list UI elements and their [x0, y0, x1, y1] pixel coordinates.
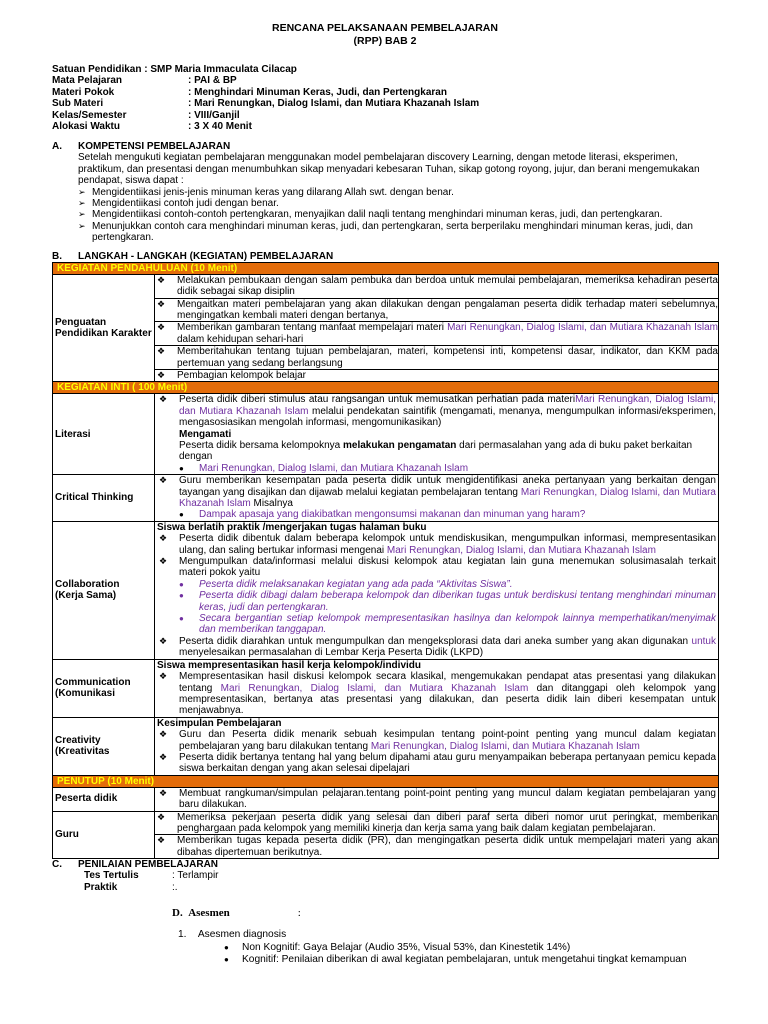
- list-item: ❖ Memberikan gambaran tentang manfaat mempelajari materi Mari Renungkan, Dialog Islami, dan Mutiara Khazanah Islam dalam kehidupan sehari-hari: [157, 322, 718, 345]
- list-item: ❖ Melakukan pembukaan dengan salam pembuka dan berdoa untuk memulai pembelajaran, memeriksa kehadiran peserta didik sebagai sikap disiplin: [157, 274, 718, 298]
- list-item: ❖ Peserta didik diarahkan untuk mengumpulkan dan mengeksplorasi data dari aneka sumber yang akan digunakan untuk menyelesaikan permasalahan di Lembar Kerja Peserta Didik (LKPD): [159, 635, 716, 659]
- activity-cell: [155, 717, 719, 775]
- activity-cell: [155, 274, 719, 382]
- list-item: ➢ Menunjukkan contoh cara menghindari minuman keras, judi, dan pertengkaran, serta berperilaku menghindari minuman keras, judi, dan pertengkaran.: [78, 220, 693, 244]
- activity-cell: [155, 475, 719, 522]
- table-row: [53, 274, 719, 382]
- row-label: Guru: [53, 811, 155, 859]
- meta-key: Materi Pokok: [52, 86, 115, 98]
- dot-bullet-icon: ●: [179, 510, 184, 520]
- meta-row: Sub Materi : Mari Renungkan, Dialog Islami, dan Mutiara Khazanah Islam: [52, 98, 480, 110]
- activity-cell: [155, 394, 719, 475]
- row-label: Collaboration (Kerja Sama): [53, 521, 155, 659]
- list-item: ❖ Peserta didik dibentuk dalam beberapa kelompok untuk mendiskusikan, mengumpulkan informasi, mempresentasikan ulang, dan saling bertukar informasi mengenai Mari Renungkan, Dialog Islami, dan Mutiara Khazanah Islam: [159, 533, 716, 556]
- table-row: [53, 394, 719, 475]
- subheading: Siswa berlatih praktik /mengerjakan tugas halaman buku: [157, 521, 427, 533]
- assessment-row: Praktik :.: [84, 881, 178, 893]
- diamond-bullet-icon: ❖: [157, 298, 166, 309]
- meta-key: Mata Pelajaran: [52, 75, 123, 87]
- meta-value: Mari Renungkan, Dialog Islami, dan Mutiara Khazanah Islam: [194, 98, 480, 110]
- list-item: ❖ Memeriksa pekerjaan peserta didik yang selesai dan diberi paraf serta diberi nomor urut peringkat, memberikan penghargaan pada kelompok yang memiliki kinerja dan kerja sama yang baik dalam kegiatan pembelajaran.: [157, 811, 718, 834]
- table-row: [53, 262, 719, 274]
- diamond-bullet-icon: ❖: [159, 394, 168, 405]
- row-label: Peserta didik: [53, 787, 155, 811]
- list-item: ❖ Guru dan Peserta didik menarik sebuah kesimpulan tentang point-point penting yang muncul dalam kegiatan pembelajaran yang baru dilakukan tentang Mari Renungkan, Dialog Islami, dan Mutiara Khazanah Islam: [159, 729, 716, 752]
- diamond-bullet-icon: ❖: [157, 811, 166, 822]
- meta-key: Kelas/Semester: [52, 109, 127, 121]
- dot-bullet-icon: ●: [224, 955, 229, 965]
- meta-value: VIII/Ganjil: [194, 109, 240, 121]
- list-item: ● Kognitif: Penilaian diberikan di awal kegiatan pembelajaran, untuk mengetahui tingkat kemampuan: [224, 954, 687, 966]
- band-pendahuluan: KEGIATAN PENDAHULUAN (10 Menit): [53, 262, 719, 274]
- row-label: Critical Thinking: [53, 475, 155, 522]
- asesmen-list: [52, 929, 718, 967]
- list-item: ❖ Pembagian kelompok belajar: [157, 369, 306, 381]
- table-row: [53, 717, 719, 775]
- diamond-bullet-icon: ❖: [159, 751, 168, 762]
- list-item: ❖ Membuat rangkuman/simpulan pelajaran.tentang point-point penting yang muncul dalam kegiatan pembelajaran yang baru dilakukan.: [159, 787, 716, 811]
- diamond-bullet-icon: ❖: [159, 556, 168, 567]
- list-item: ➢ Mengidentiikasi jenis-jenis minuman keras yang dilarang Allah swt. dengan benar.: [78, 186, 454, 198]
- meta-row: Alokasi Waktu : 3 X 40 Menit: [52, 121, 252, 133]
- meta-value: SMP Maria Immaculata Cilacap: [150, 64, 297, 75]
- table-row: [53, 811, 719, 859]
- diamond-bullet-icon: ❖: [157, 369, 166, 380]
- band-penutup: PENUTUP (10 Menit): [53, 775, 719, 787]
- subheading: Mengamati: [179, 428, 232, 440]
- meta-value: PAI & BP: [194, 75, 237, 87]
- row-label: Literasi: [53, 394, 155, 475]
- subheading: Kesimpulan Pembelajaran: [157, 717, 282, 729]
- document-title: RENCANA PELAKSANAAN PEMBELAJARAN: [272, 22, 498, 34]
- list-item: ● Dampak apasaja yang diakibatkan mengonsumsi makanan dan minuman yang haram?: [179, 509, 586, 521]
- section-d-heading: D. Asesmen :: [172, 907, 301, 919]
- paragraph: Peserta didik bersama kelompoknya melakukan pengamatan dari permasalahan yang ada di buku paket berkaitan dengan: [179, 439, 693, 463]
- list-item: ❖ Guru memberikan kesempatan pada peserta didik untuk mengidentifikasi aneka pertanyaan yang berkaitan dengan tayangan yang disajikan dan dijawab melalui kegiatan pembelajaran tentang Mari Renungkan, Dialog Islami, dan Mutiara Khazanah Islam Misalnya: [159, 475, 716, 509]
- list-item: ● Mari Renungkan, Dialog Islami, dan Mutiara Khazanah Islam: [179, 462, 469, 474]
- dot-bullet-icon: ●: [224, 942, 229, 952]
- row-label: Creativity (Kreativitas: [53, 717, 155, 775]
- table-row: [53, 475, 719, 522]
- table-row: [53, 521, 719, 659]
- list-item: ● Peserta didik melaksanakan kegiatan yang ada pada “Aktivitas Siswa”.: [179, 578, 513, 590]
- list-item: ❖ Mengumpulkan data/informasi melalui diskusi kelompok atau kegiatan lain guna menemukan solusimasalah terkait materi pokok yaitu: [159, 556, 716, 579]
- list-item: ❖ Peserta didik bertanya tentang hal yang belum dipahami atau guru menyampaikan beberapa pertanyaan pemicu kepada siswa berkaitan dengan yang akan selesai dipelajari: [159, 751, 716, 775]
- table-row: [53, 659, 719, 717]
- arrow-bullet-icon: ➢: [78, 198, 86, 209]
- arrow-bullet-icon: ➢: [78, 186, 86, 197]
- diamond-bullet-icon: ❖: [159, 671, 168, 682]
- activity-cell: [155, 521, 719, 659]
- assessment-row: Tes Tertulis : Terlampir: [84, 870, 219, 882]
- section-c-heading: C. PENILAIAN PEMBELAJARAN: [52, 859, 219, 871]
- meta-row: Materi Pokok : Menghindari Minuman Keras, Judi, dan Pertengkaran: [52, 86, 447, 98]
- meta-value: 3 X 40 Menit: [194, 121, 252, 133]
- meta-value: Menghindari Minuman Keras, Judi, dan Pertengkaran: [194, 86, 447, 98]
- dot-bullet-icon: ●: [179, 579, 184, 589]
- goal-list: [52, 187, 718, 244]
- list-item: ❖ Memberikan tugas kepada peserta didik (PR), dan mengingatkan peserta didik untuk mempelajari materi yang akan dibahas dipertemuan berikutnya.: [157, 835, 718, 858]
- list-item: ❖ Mengaitkan materi pembelajaran yang akan dilakukan dengan pengalaman peserta didik terhadap materi sebelumnya, mengingatkan kembali materi dengan bertanya,: [157, 298, 718, 321]
- activity-cell: [155, 811, 719, 859]
- meta-key: Alokasi Waktu: [52, 121, 120, 133]
- activity-table: [52, 262, 719, 860]
- diamond-bullet-icon: ❖: [157, 835, 166, 846]
- row-label: Penguatan Pendidikan Karakter: [53, 274, 155, 382]
- diamond-bullet-icon: ❖: [157, 274, 166, 285]
- table-row: [53, 787, 719, 811]
- arrow-bullet-icon: ➢: [78, 209, 86, 220]
- diamond-bullet-icon: ❖: [159, 533, 168, 544]
- dot-bullet-icon: ●: [179, 463, 184, 473]
- diamond-bullet-icon: ❖: [159, 787, 168, 798]
- list-item: ➢ Mengidentiikasi contoh judi dengan benar.: [78, 198, 279, 210]
- list-item: ❖ Mempresentasikan hasil diskusi kelompok secara klasikal, mengemukakan pendapat atas presentasi yang dilakukan tentang Mari Renungkan, Dialog Islami, dan Mutiara Khazanah Islam dan ditanggapi oleh kelompok yang mempresentasikan, bertanya atas presentasi yang dilakukan, dan peserta didik lain diberi kesempatan untuk menjawabnya.: [159, 671, 716, 717]
- subheading: Siswa mempresentasikan hasil kerja kelompok/individu: [157, 659, 421, 671]
- document-subtitle: (RPP) BAB 2: [353, 35, 417, 47]
- meta-key: Satuan Pendidikan: [52, 64, 142, 75]
- arrow-bullet-icon: ➢: [78, 220, 86, 231]
- row-label: Communication (Komunikasi: [53, 659, 155, 717]
- meta-key: Sub Materi: [52, 98, 104, 110]
- dot-bullet-icon: ●: [179, 614, 184, 624]
- dot-bullet-icon: ●: [179, 591, 184, 601]
- list-item: ● Secara bergantian setiap kelompok mempresentasikan hasilnya dan kelompok lainnya memperhatikan/menyimak dan memberikan tanggapan.: [179, 613, 716, 636]
- table-row: [53, 775, 719, 787]
- section-a-intro: Setelah mengukuti kegiatan pembelajaran menggunakan model pembelajaran discovery Learning, dengan metode literasi, eksperimen, praktikum, dan presentasi dengan menumbuhkan sikap menyadari kebesaran Tuhan, sikap gotong royong, jujur, dan berani mengemukakan pendapat, siswa dapat :: [78, 152, 700, 187]
- list-item: ● Non Kognitif: Gaya Belajar (Audio 35%, Visual 53%, dan Kinestetik 14%): [224, 941, 571, 953]
- diamond-bullet-icon: ❖: [159, 475, 168, 486]
- list-item: ❖ Memberitahukan tentang tujuan pembelajaran, materi, kompetensi inti, kompetensi dasar, indikator, dan KKM pada pertemuan yang sedang berlangsung: [157, 346, 718, 369]
- activity-cell: [155, 659, 719, 717]
- section-c: [52, 859, 718, 893]
- section-b-heading: B. LANGKAH - LANGKAH (KEGIATAN) PEMBELAJARAN: [52, 250, 334, 262]
- meta-row: Satuan Pendidikan : SMP Maria Immaculata Cilacap: [52, 64, 297, 75]
- table-row: [53, 382, 719, 394]
- list-item: ➢ Mengidentiikasi contoh-contoh pertengkaran, menyajikan dalil naqli tentang menghindari minuman keras, judi, dan pertengkaran.: [78, 209, 663, 221]
- list-item: ● Peserta didik dibagi dalam beberapa kelompok dan diberikan tugas untuk berdiskusi tentang menghindari minuman keras, judi dan pertengkaran.: [179, 590, 716, 613]
- identity-block: [52, 64, 718, 132]
- list-item: ❖ Peserta didik diberi stimulus atau rangsangan untuk memusatkan perhatian pada materiMari Renungkan, Dialog Islami, dan Mutiara Khazanah Islam melalui pendekatan saintifik (mengamati, menanya, mengumpulkan informasi/eksperimen, mengasosiasikan mengolah informasi, mengomunikasikan): [159, 394, 717, 429]
- section-a-heading: A. KOMPETENSI PEMBELAJARAN: [52, 141, 231, 153]
- activity-cell: [155, 787, 719, 811]
- diamond-bullet-icon: ❖: [159, 635, 168, 646]
- meta-row: Mata Pelajaran : PAI & BP: [52, 75, 237, 87]
- meta-row: Kelas/Semester : VIII/Ganjil: [52, 109, 240, 121]
- list-item: 1. Asesmen diagnosis: [178, 929, 287, 940]
- diamond-bullet-icon: ❖: [159, 729, 168, 740]
- diamond-bullet-icon: ❖: [157, 322, 166, 333]
- diamond-bullet-icon: ❖: [157, 346, 166, 357]
- band-inti: KEGIATAN INTI ( 100 Menit): [53, 382, 719, 394]
